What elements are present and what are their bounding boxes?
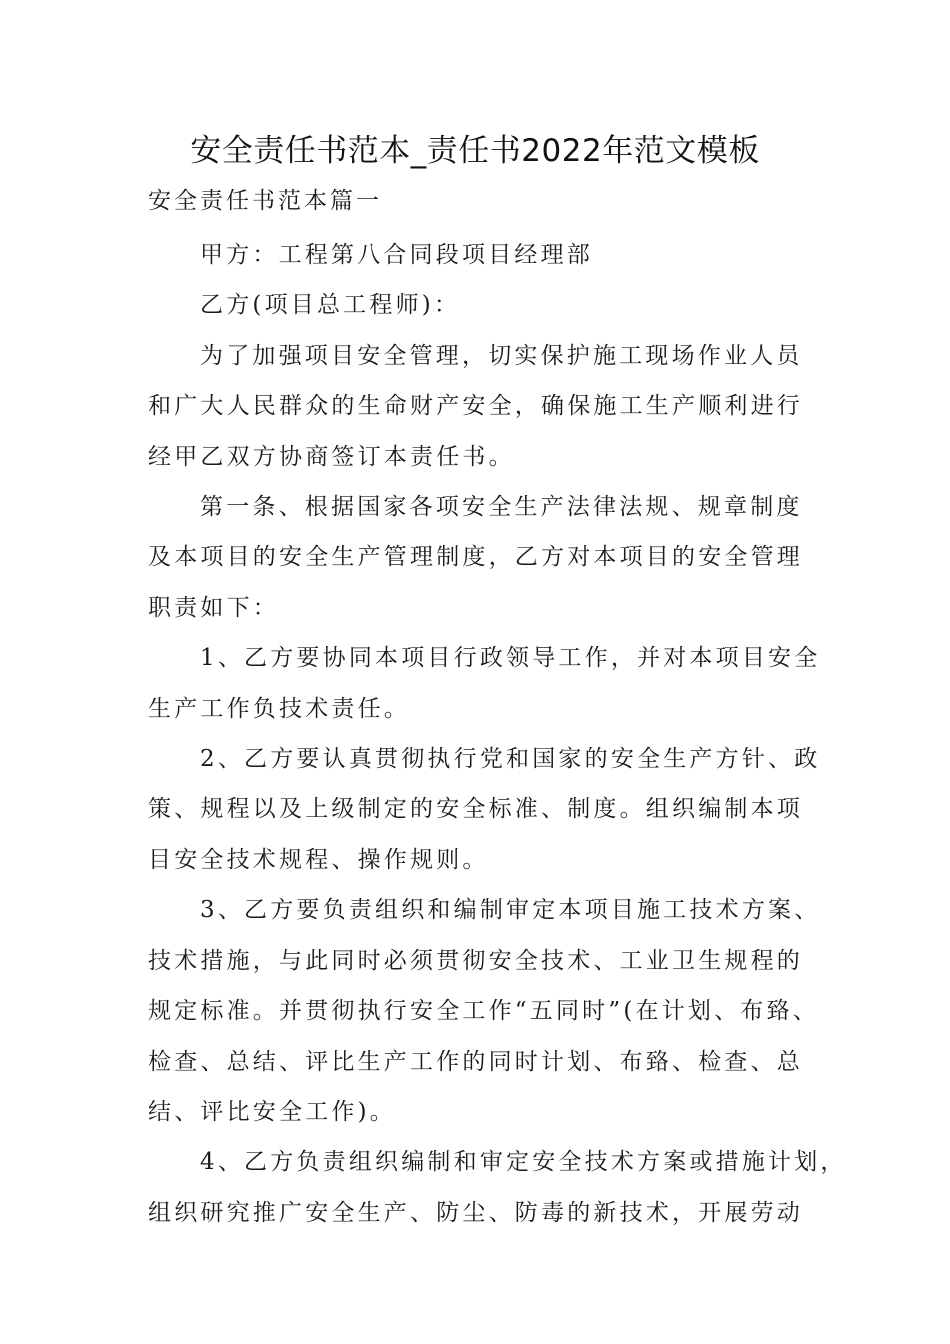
text-line: 结、评比安全工作)。 bbox=[148, 1098, 396, 1125]
document-title: 安全责任书范本_责任书2022年范文模板 bbox=[190, 133, 760, 169]
text-line: 甲方：工程第八合同段项目经理部 bbox=[200, 242, 593, 268]
text-line: 目安全技术规程、操作规则。 bbox=[148, 846, 489, 873]
document-body bbox=[148, 230, 847, 1238]
text-line: 第一条、根据国家各项安全生产法律法规、规章制度 bbox=[200, 494, 803, 521]
text-line: 及本项目的安全生产管理制度，乙方对本项目的安全管理 bbox=[148, 544, 803, 571]
text-line: 策、规程以及上级制定的安全标准、制度。组织编制本项 bbox=[148, 796, 803, 823]
paragraph-item-4 bbox=[148, 1137, 847, 1238]
paragraph-purpose bbox=[148, 331, 838, 482]
text-line: 3、乙方要负责组织和编制审定本项目施工技术方案、 bbox=[200, 897, 821, 924]
section-heading: 安全责任书范本篇一 bbox=[148, 188, 382, 214]
paragraph-item-3 bbox=[148, 885, 838, 1137]
paragraph-item-1 bbox=[148, 633, 838, 734]
paragraph-party-a bbox=[148, 230, 838, 280]
text-line: 技术措施，与此同时必须贯彻安全技术、工业卫生规程的 bbox=[148, 947, 803, 974]
text-line: 4、乙方负责组织编制和审定安全技术方案或措施计划， bbox=[200, 1149, 847, 1176]
text-line: 1、乙方要协同本项目行政领导工作，并对本项目安全 bbox=[200, 645, 821, 672]
paragraph-article-1 bbox=[148, 482, 838, 633]
text-line: 职责如下： bbox=[148, 594, 279, 621]
text-line: 组织研究推广安全生产、防尘、防毒的新技术，开展劳动 bbox=[148, 1199, 803, 1226]
text-line: 经甲乙双方协商签订本责任书。 bbox=[148, 443, 515, 470]
text-line: 2、乙方要认真贯彻执行党和国家的安全生产方针、政 bbox=[200, 746, 821, 773]
text-line: 检查、总结、评比生产工作的同时计划、布臵、检查、总 bbox=[148, 1048, 803, 1075]
text-line: 和广大人民群众的生命财产安全，确保施工生产顺利进行 bbox=[148, 393, 803, 420]
text-line: 规定标准。并贯彻执行安全工作“五同时”(在计划、布臵、 bbox=[148, 998, 819, 1025]
text-line: 生产工作负技术责任。 bbox=[148, 695, 410, 722]
paragraph-party-b bbox=[148, 280, 838, 330]
paragraph-item-2 bbox=[148, 734, 838, 885]
text-line: 为了加强项目安全管理，切实保护施工现场作业人员 bbox=[200, 342, 803, 369]
text-line: 乙方(项目总工程师)： bbox=[200, 292, 461, 319]
